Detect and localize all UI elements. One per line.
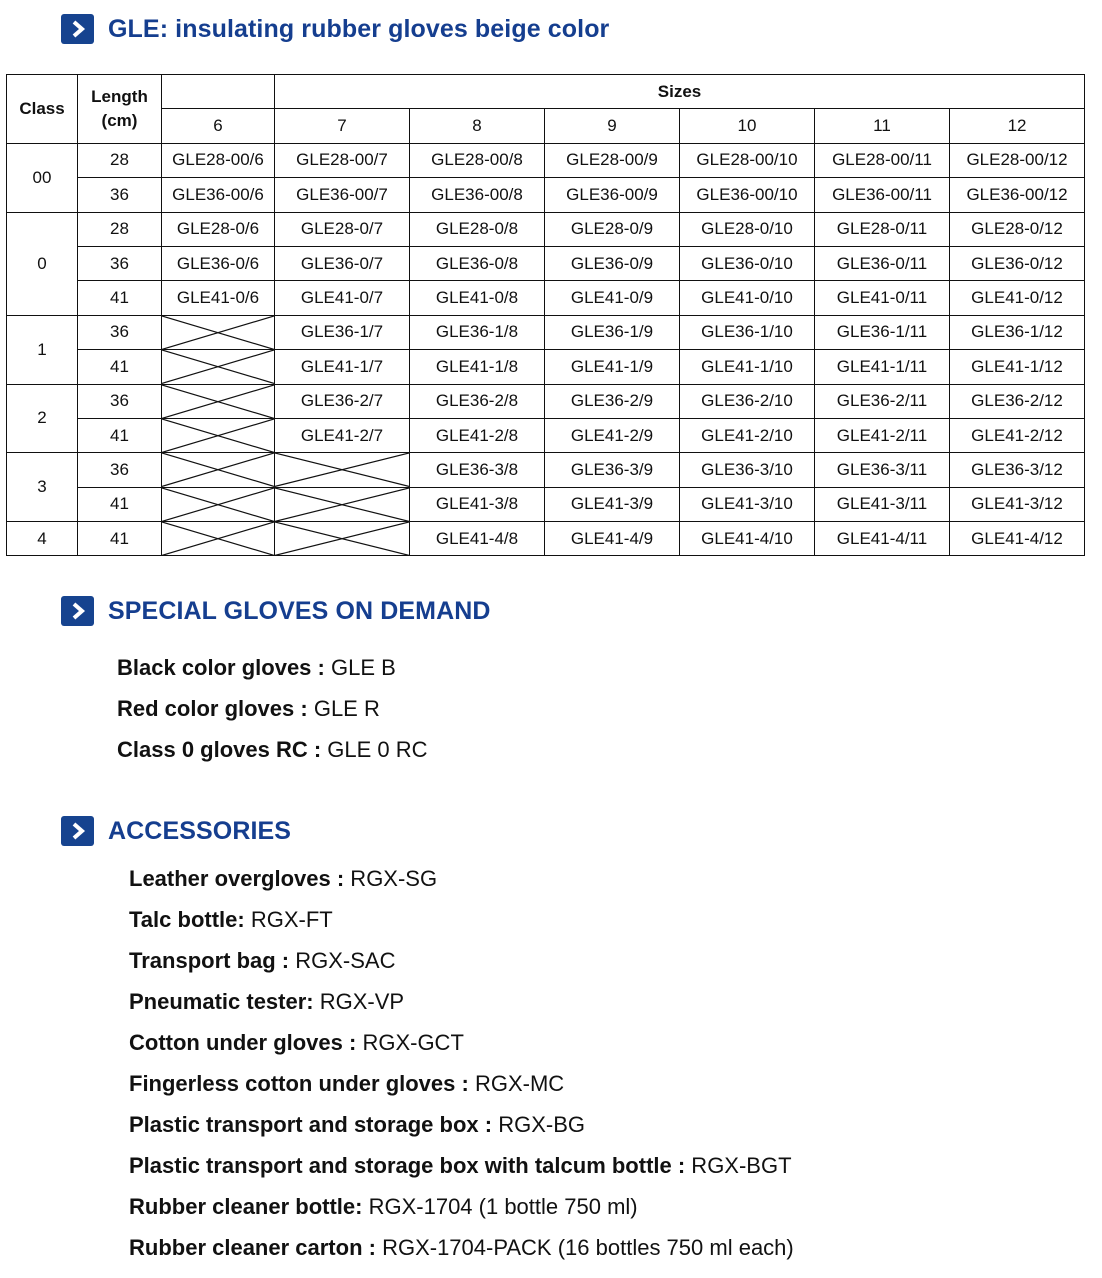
gloves-table [6, 74, 1085, 556]
size-header-cell: 10 [680, 109, 815, 143]
list-item [129, 858, 794, 899]
product-code-cell: GLE36-0/6 [162, 246, 275, 280]
product-code-cell: GLE28-0/12 [950, 212, 1085, 246]
product-code-cell: GLE41-1/10 [680, 350, 815, 384]
product-code-cell: GLE41-1/8 [410, 350, 545, 384]
product-code-cell: GLE41-4/10 [680, 522, 815, 556]
unavailable-cell [275, 453, 410, 487]
list-item [129, 1145, 794, 1186]
length-cell: 28 [78, 143, 162, 177]
cross-icon [162, 522, 274, 555]
table-row [7, 212, 1085, 246]
unavailable-cell [162, 384, 275, 418]
product-code-cell: GLE36-0/11 [815, 246, 950, 280]
special-list [117, 647, 428, 770]
item-code: GLE R [307, 696, 380, 721]
size-header-cell: 9 [545, 109, 680, 143]
list-item [129, 981, 794, 1022]
chevron-right-icon [61, 14, 94, 44]
product-code-cell: GLE28-00/8 [410, 143, 545, 177]
product-code-cell: GLE36-3/9 [545, 453, 680, 487]
cross-icon [162, 350, 274, 383]
length-cell: 41 [78, 418, 162, 452]
item-label: Transport bag : [129, 948, 290, 973]
item-code: RGX-SAC [289, 948, 396, 973]
unavailable-cell [162, 453, 275, 487]
product-code-cell: GLE41-3/11 [815, 487, 950, 521]
product-code-cell: GLE28-0/8 [410, 212, 545, 246]
length-cell: 41 [78, 281, 162, 315]
item-code: GLE B [324, 655, 396, 680]
cross-icon [275, 453, 409, 486]
size-header-cell: 11 [815, 109, 950, 143]
unavailable-cell [162, 522, 275, 556]
product-code-cell: GLE36-1/12 [950, 315, 1085, 349]
product-code-cell: GLE36-00/6 [162, 178, 275, 212]
product-code-cell: GLE41-2/7 [275, 418, 410, 452]
product-code-cell: GLE41-0/10 [680, 281, 815, 315]
length-cell: 41 [78, 350, 162, 384]
product-code-cell: GLE36-1/11 [815, 315, 950, 349]
length-cell: 41 [78, 522, 162, 556]
product-code-cell: GLE41-3/12 [950, 487, 1085, 521]
product-code-cell: GLE36-3/10 [680, 453, 815, 487]
size-header-cell: 6 [162, 109, 275, 143]
section-heading-gle [61, 14, 609, 44]
class-cell: 3 [7, 453, 78, 522]
item-label: Black color gloves : [117, 655, 325, 680]
item-label: Class 0 gloves RC : [117, 737, 322, 762]
product-code-cell: GLE41-2/10 [680, 418, 815, 452]
header-blank [162, 75, 275, 109]
table-row [7, 453, 1085, 487]
length-cell: 36 [78, 246, 162, 280]
product-code-cell: GLE28-0/9 [545, 212, 680, 246]
unavailable-cell [275, 487, 410, 521]
item-label: Leather overgloves : [129, 866, 345, 891]
chevron-right-icon [61, 596, 94, 626]
product-code-cell: GLE36-2/9 [545, 384, 680, 418]
item-label: Cotton under gloves : [129, 1030, 357, 1055]
item-code: RGX-SG [344, 866, 438, 891]
product-code-cell: GLE36-00/9 [545, 178, 680, 212]
item-label: Plastic transport and storage box with talcum bottle : [129, 1153, 686, 1178]
section-heading-special [61, 596, 491, 626]
product-code-cell: GLE36-1/9 [545, 315, 680, 349]
item-label: Talc bottle: [129, 907, 245, 932]
table-row [7, 315, 1085, 349]
cross-icon [162, 316, 274, 349]
item-code: RGX-1704 (1 bottle 750 ml) [362, 1194, 638, 1219]
table-row [7, 350, 1085, 384]
item-code: GLE 0 RC [321, 737, 428, 762]
product-code-cell: GLE41-1/12 [950, 350, 1085, 384]
product-code-cell: GLE41-0/9 [545, 281, 680, 315]
product-code-cell: GLE36-0/8 [410, 246, 545, 280]
list-item [129, 899, 794, 940]
class-cell: 00 [7, 143, 78, 212]
item-label: Rubber cleaner bottle: [129, 1194, 363, 1219]
product-code-cell: GLE36-3/8 [410, 453, 545, 487]
product-code-cell: GLE41-4/11 [815, 522, 950, 556]
class-cell: 1 [7, 315, 78, 384]
product-code-cell: GLE36-0/10 [680, 246, 815, 280]
length-cell: 41 [78, 487, 162, 521]
list-item [129, 1022, 794, 1063]
size-header-cell: 12 [950, 109, 1085, 143]
table-row [7, 178, 1085, 212]
unavailable-cell [162, 418, 275, 452]
list-item [129, 1186, 794, 1227]
product-code-cell: GLE41-0/8 [410, 281, 545, 315]
cross-icon [275, 522, 409, 555]
product-code-cell: GLE41-3/9 [545, 487, 680, 521]
list-item [129, 1063, 794, 1104]
item-label: Fingerless cotton under gloves : [129, 1071, 469, 1096]
cross-icon [162, 419, 274, 452]
product-code-cell: GLE41-0/7 [275, 281, 410, 315]
section-heading-accessories [61, 816, 291, 846]
accessories-title: ACCESSORIES [108, 816, 292, 845]
item-code: RGX-BGT [685, 1153, 792, 1178]
list-item [117, 729, 428, 770]
product-code-cell: GLE36-00/11 [815, 178, 950, 212]
size-header-cell: 7 [275, 109, 410, 143]
item-label: Plastic transport and storage box : [129, 1112, 493, 1137]
product-code-cell: GLE41-3/10 [680, 487, 815, 521]
product-code-cell: GLE36-3/11 [815, 453, 950, 487]
product-code-cell: GLE36-00/12 [950, 178, 1085, 212]
product-code-cell: GLE36-3/12 [950, 453, 1085, 487]
length-cell: 36 [78, 315, 162, 349]
product-code-cell: GLE41-2/12 [950, 418, 1085, 452]
unavailable-cell [162, 315, 275, 349]
list-item [129, 940, 794, 981]
product-code-cell: GLE28-00/7 [275, 143, 410, 177]
item-label: Pneumatic tester: [129, 989, 314, 1014]
item-code: RGX-FT [244, 907, 333, 932]
cross-icon [162, 488, 274, 521]
accessories-list [129, 858, 794, 1268]
item-label: Red color gloves : [117, 696, 308, 721]
product-code-cell: GLE41-0/11 [815, 281, 950, 315]
size-header-row [7, 109, 1085, 143]
product-code-cell: GLE28-0/7 [275, 212, 410, 246]
product-code-cell: GLE41-0/6 [162, 281, 275, 315]
special-title: SPECIAL GLOVES ON DEMAND [108, 596, 491, 625]
cross-icon [162, 385, 274, 418]
header-length-line2: (cm) [101, 110, 138, 130]
page-title: GLE: insulating rubber gloves beige color [108, 14, 610, 43]
product-code-cell: GLE41-2/8 [410, 418, 545, 452]
list-item [117, 688, 428, 729]
product-code-cell: GLE28-00/9 [545, 143, 680, 177]
chevron-right-icon [61, 816, 94, 846]
product-code-cell: GLE41-2/9 [545, 418, 680, 452]
product-code-cell: GLE36-1/8 [410, 315, 545, 349]
product-code-cell: GLE36-2/12 [950, 384, 1085, 418]
item-code: RGX-GCT [356, 1030, 464, 1055]
product-code-cell: GLE28-0/6 [162, 212, 275, 246]
list-item [117, 647, 428, 688]
product-code-cell: GLE41-4/12 [950, 522, 1085, 556]
product-code-cell: GLE36-2/11 [815, 384, 950, 418]
product-code-cell: GLE28-0/10 [680, 212, 815, 246]
product-code-cell: GLE36-1/7 [275, 315, 410, 349]
product-code-cell: GLE28-00/12 [950, 143, 1085, 177]
product-code-cell: GLE41-1/11 [815, 350, 950, 384]
cross-icon [162, 453, 274, 486]
length-cell: 36 [78, 178, 162, 212]
length-cell: 36 [78, 384, 162, 418]
product-code-cell: GLE41-1/9 [545, 350, 680, 384]
table-row [7, 143, 1085, 177]
list-item [129, 1227, 794, 1268]
product-code-cell: GLE36-00/8 [410, 178, 545, 212]
product-code-cell: GLE36-2/10 [680, 384, 815, 418]
size-header-cell: 8 [410, 109, 545, 143]
table-row [7, 487, 1085, 521]
product-code-cell: GLE36-1/10 [680, 315, 815, 349]
item-code: RGX-VP [313, 989, 405, 1014]
product-code-cell: GLE28-00/10 [680, 143, 815, 177]
class-cell: 4 [7, 522, 78, 556]
table-row [7, 384, 1085, 418]
item-code: RGX-BG [492, 1112, 585, 1137]
product-code-cell: GLE36-2/7 [275, 384, 410, 418]
product-code-cell: GLE41-2/11 [815, 418, 950, 452]
class-cell: 2 [7, 384, 78, 453]
unavailable-cell [162, 350, 275, 384]
list-item [129, 1104, 794, 1145]
product-code-cell: GLE36-0/12 [950, 246, 1085, 280]
unavailable-cell [275, 522, 410, 556]
item-code: RGX-MC [468, 1071, 565, 1096]
product-code-cell: GLE28-00/11 [815, 143, 950, 177]
product-code-cell: GLE41-1/7 [275, 350, 410, 384]
product-code-cell: GLE41-3/8 [410, 487, 545, 521]
header-length [78, 75, 162, 144]
product-code-cell: GLE41-4/9 [545, 522, 680, 556]
product-code-cell: GLE41-0/12 [950, 281, 1085, 315]
product-code-cell: GLE36-00/7 [275, 178, 410, 212]
table-row [7, 246, 1085, 280]
product-code-cell: GLE41-4/8 [410, 522, 545, 556]
unavailable-cell [162, 487, 275, 521]
class-cell: 0 [7, 212, 78, 315]
product-code-cell: GLE36-2/8 [410, 384, 545, 418]
product-code-cell: GLE36-0/7 [275, 246, 410, 280]
length-cell: 28 [78, 212, 162, 246]
header-class: Class [7, 75, 78, 144]
product-code-cell: GLE36-00/10 [680, 178, 815, 212]
product-code-cell: GLE28-00/6 [162, 143, 275, 177]
table-row [7, 522, 1085, 556]
header-length-line1: Length [91, 86, 148, 106]
product-code-cell: GLE28-0/11 [815, 212, 950, 246]
table-row [7, 418, 1085, 452]
item-code: RGX-1704-PACK (16 bottles 750 ml each) [375, 1235, 794, 1260]
header-sizes: Sizes [275, 75, 1085, 109]
table-row [7, 281, 1085, 315]
cross-icon [275, 488, 409, 521]
length-cell: 36 [78, 453, 162, 487]
product-code-cell: GLE36-0/9 [545, 246, 680, 280]
table-body [7, 143, 1085, 556]
item-label: Rubber cleaner carton : [129, 1235, 376, 1260]
